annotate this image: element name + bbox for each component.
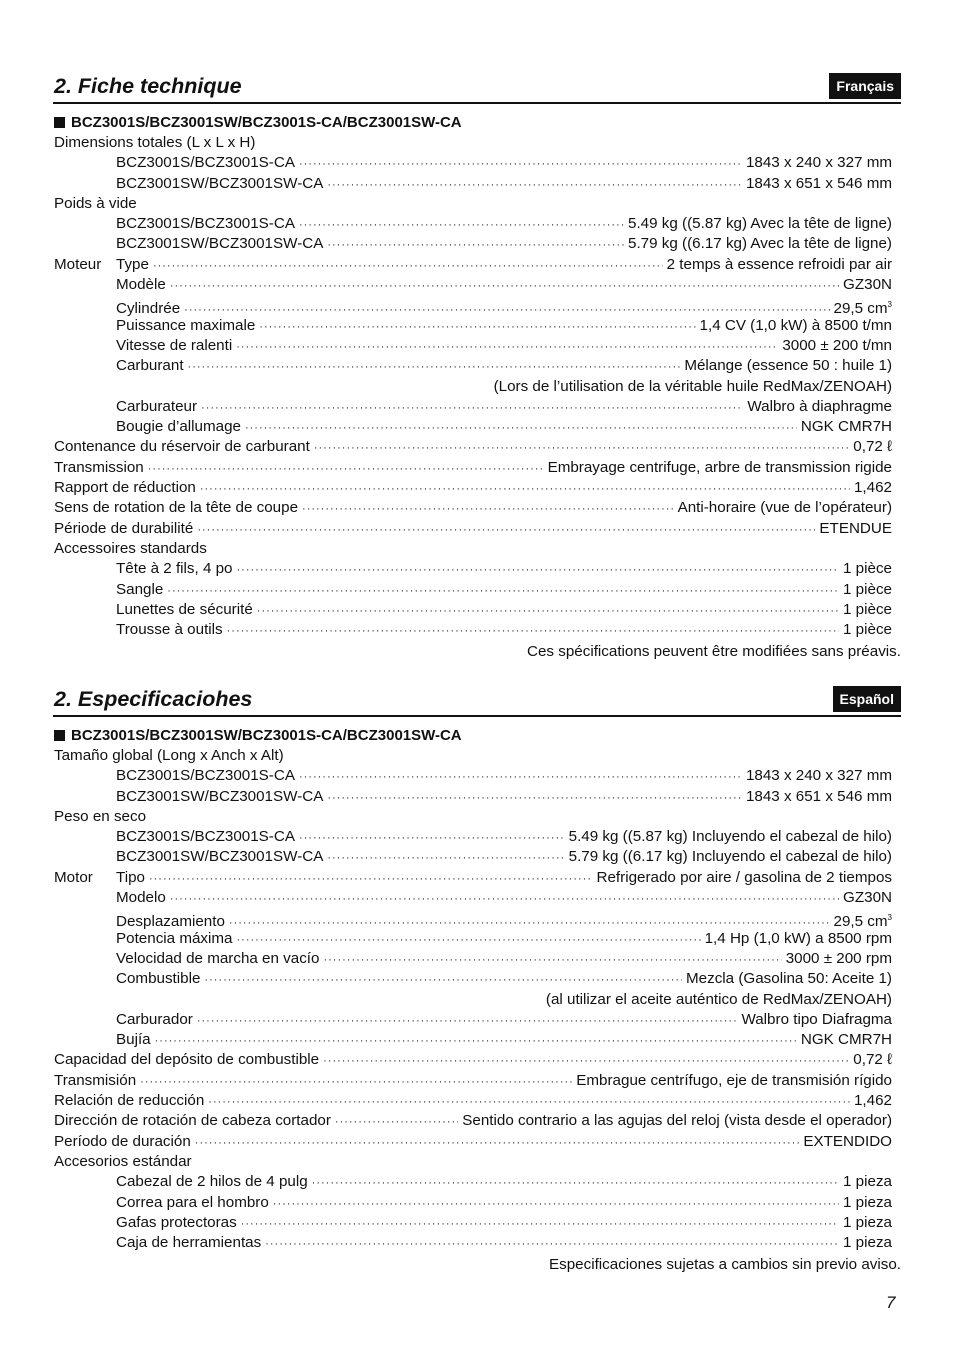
spec-row: Tamaño global (Long x Anch x Alt) — [54, 747, 284, 764]
engine-label: Moteur — [54, 255, 102, 273]
spec-row: Correa para el hombro ····· 1 pieza — [54, 1193, 892, 1213]
spec-row: Dimensions totales (L x L x H) — [54, 134, 256, 151]
spec-row: (Lors de l’utilisation de la véritable huile RedMax/ZENOAH) — [493, 377, 892, 395]
spec-row: BCZ3001S/BCZ3001S-CA ····· 5.49 kg ((5.87 kg) Incluyendo el cabezal de hilo) — [54, 827, 892, 847]
spec-row: Peso en seco — [54, 807, 147, 825]
spec-row: Gafas protectoras ····· 1 pieza — [54, 1213, 892, 1233]
spec-row: BCZ3001S/BCZ3001S-CA ····· 1843 x 240 x 327 mm — [54, 153, 892, 173]
spec-row: Dirección de rotación de cabeza cortador ····· Sentido contrario a las agujas del reloj (vista desde el operador) — [54, 1111, 892, 1131]
spec-row: Transmission ····· Embrayage centrifuge, arbre de transmission rigide — [54, 458, 892, 478]
spec-row: Contenance du réservoir de carburant ····· 0,72 ℓ — [54, 437, 892, 457]
language-badge-es: Español — [833, 686, 901, 712]
spec-row: BCZ3001SW/BCZ3001SW-CA ····· 5.79 kg ((6.17 kg) Incluyendo el cabezal de hilo) — [54, 847, 892, 867]
spec-row: Desplazamiento ····· 29,5 $cm^3$ — [54, 908, 892, 928]
spec-row: Motor Tipo ····· Refrigerado por aire / gasolina de 2 tiempos — [54, 868, 892, 888]
spec-row: Carburant ····· Mélange (essence 50 : huile 1) — [54, 356, 892, 376]
disclaimer-note: Ces spécifications peuvent être modifiées sans préavis. — [527, 643, 901, 660]
language-badge-fr: Français — [829, 73, 901, 99]
spec-row: Período de duración ····· EXTENDIDO — [54, 1132, 892, 1152]
section-rule — [53, 715, 901, 717]
spec-row: BCZ3001SW/BCZ3001SW-CA ····· 1843 x 651 x 546 mm — [54, 174, 892, 194]
spec-row: Caja de herramientas ····· 1 pieza — [54, 1233, 892, 1253]
spec-row: Sens de rotation de la tête de coupe ····· Anti-horaire (vue de l’opérateur) — [54, 498, 892, 518]
spec-row: Vitesse de ralenti ····· 3000 ± 200 t/mn — [54, 336, 892, 356]
spec-row: BCZ3001SW/BCZ3001SW-CA ····· 5.79 kg ((6.17 kg) Avec la tête de ligne) — [54, 234, 892, 254]
spec-row: BCZ3001S/BCZ3001S-CA ····· 1843 x 240 x 327 mm — [54, 766, 892, 786]
spec-row: Bougie d’allumage ····· NGK CMR7H — [54, 417, 892, 437]
spec-row: Cabezal de 2 hilos de 4 pulg ····· 1 pieza — [54, 1172, 892, 1192]
section-rule — [53, 102, 901, 104]
spec-row: Modèle ····· GZ30N — [54, 275, 892, 295]
spec-row: BCZ3001SW/BCZ3001SW-CA ····· 1843 x 651 x 546 mm — [54, 787, 892, 807]
spec-row: Transmisión ····· Embrague centrífugo, eje de transmisión rígido — [54, 1071, 892, 1091]
model-heading: BCZ3001S/BCZ3001SW/BCZ3001S-CA/BCZ3001SW-CA — [54, 726, 462, 746]
spec-row: Sangle ····· 1 pièce — [54, 580, 892, 600]
spec-row: Cylindrée ····· 29,5 $cm^3$ — [54, 295, 892, 315]
section-title-es: 2. Especificaciohes — [54, 687, 253, 711]
spec-row: Lunettes de sécurité ····· 1 pièce — [54, 600, 892, 620]
section-title-fr: 2. Fiche technique — [54, 74, 242, 98]
square-bullet-icon — [54, 117, 65, 128]
spec-row: Potencia máxima ····· 1,4 Hp (1,0 kW) a 8500 rpm — [54, 929, 892, 949]
spec-row: Tête à 2 fils, 4 po ····· 1 pièce — [54, 559, 892, 579]
spec-row: Accesorios estándar — [54, 1152, 192, 1170]
square-bullet-icon — [54, 730, 65, 741]
spec-row: Velocidad de marcha en vacío ····· 3000 ± 200 rpm — [54, 949, 892, 969]
spec-row: Poids à vide — [54, 194, 137, 212]
engine-label: Motor — [54, 868, 93, 886]
spec-row: Carburador ····· Walbro tipo Diafragma — [54, 1010, 892, 1030]
spec-row: Relación de reducción ····· 1,462 — [54, 1091, 892, 1111]
spec-row: Moteur Type ····· 2 temps à essence refroidi par air — [54, 255, 892, 275]
spec-row: (al utilizar el aceite auténtico de RedMax/ZENOAH) — [545, 990, 892, 1008]
model-heading: BCZ3001S/BCZ3001SW/BCZ3001S-CA/BCZ3001SW-CA — [54, 113, 462, 133]
spec-row: Trousse à outils ····· 1 pièce — [54, 620, 892, 640]
spec-list — [54, 746, 892, 1253]
spec-row: Bujía ····· NGK CMR7H — [54, 1030, 892, 1050]
spec-row: Période de durabilité ····· ETENDUE — [54, 519, 892, 539]
spec-row: BCZ3001S/BCZ3001S-CA ····· 5.49 kg ((5.87 kg) Avec la tête de ligne) — [54, 214, 892, 234]
spec-row: Rapport de réduction ····· 1,462 — [54, 478, 892, 498]
spec-row: Carburateur ····· Walbro à diaphragme — [54, 397, 892, 417]
spec-row: Puissance maximale ····· 1,4 CV (1,0 kW) à 8500 t/mn — [54, 316, 892, 336]
disclaimer-note: Especificaciones sujetas a cambios sin previo aviso. — [548, 1256, 901, 1273]
spec-row: Combustible ····· Mezcla (Gasolina 50: Aceite 1) — [54, 969, 892, 989]
spec-row: Modelo ····· GZ30N — [54, 888, 892, 908]
spec-row: Capacidad del depósito de combustible ····· 0,72 ℓ — [54, 1050, 892, 1070]
spec-list — [54, 133, 892, 640]
spec-row: Accessoires standards — [54, 539, 207, 557]
page-number: 7 — [886, 1293, 896, 1312]
